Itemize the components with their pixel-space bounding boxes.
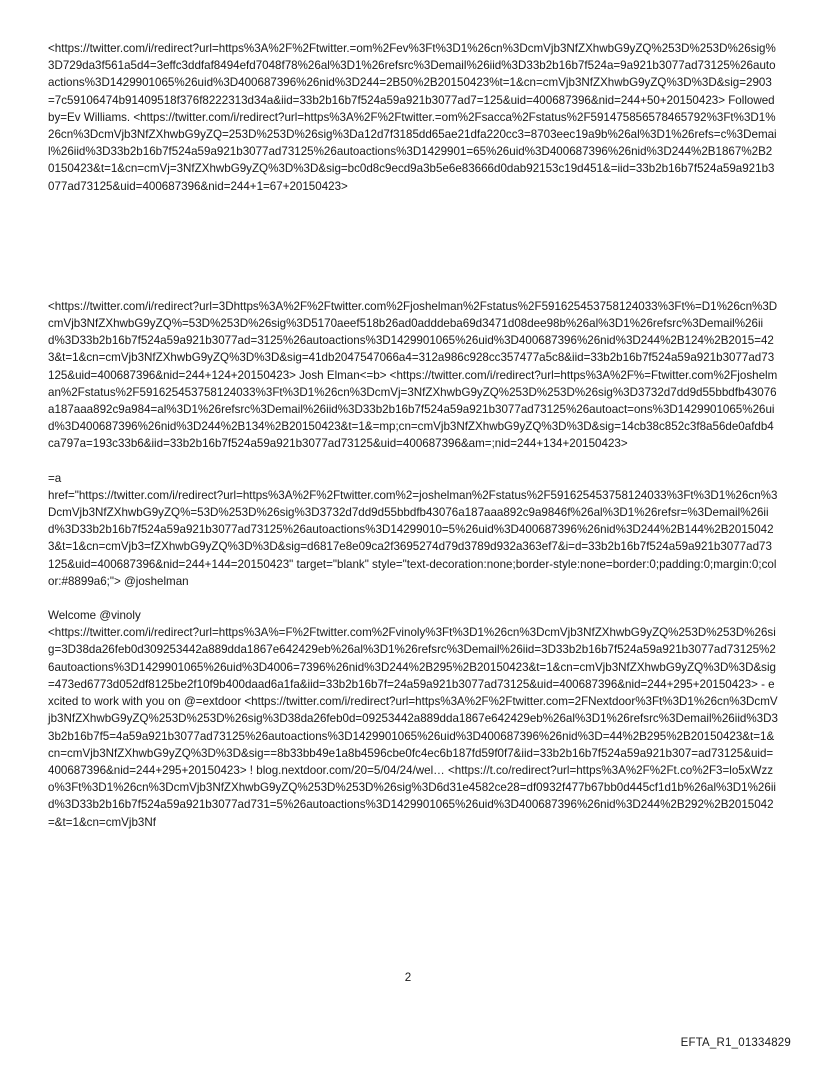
text-block-josh-elman: <https://twitter.com/i/redirect?url=3Dhttps%3A%2F%2Ftwitter.com%2Fjoshelman%2Fstatus%2F591625453758124033%3Ft%=D1%26cn%3DcmVjb3NfZXhwbG9yZQ%=53D%253D%26sig%3D5170aeef518b26ad0adddeba69d3471d08dee98b%26al%3D1%26refsrc%3Demail%26iid%3D33b2b16b7f524a59a921b3077ad=3125%26autoactions%3D1429901065%26uid%3D400687396%26nid%3D244%2B124%2B2015=423&t=1&cn=cmVjb3NfZXhwbG9yZQ%3D%3D&sig=41db2047547066a4=312a986c928cc357477a5c8&iid=33b2b16b7f524a59a921b3077ad73125&uid=400687396&nid=244+124+20150423> Josh Elman<=b> <https://twitter.com/i/redirect?url=https%3A%2F%=Ftwitter.com%2Fjoshelman%2Fstatus%2F591625453758124033%3Ft%3D1%26cn%3DcmVj=3NfZXhwbG9yZQ%253D%253D%26sig%3D3732d7dd9d55bbdfb43076a187aaa892c9a984=al%3D1%26refsrc%3Demail%26iid%3D33b2b16b7f524a59a921b3077ad73125%26autoact=ons%3D1429901065%26uid%3D400687396%26nid%3D244%2B134%2B20150423&t=1&=mp;cn=cmVjb3NfZXhwbG9yZQ%3D%3D&sig=14cb38c852c3f8a56de0afdb4ca797a=193c33b6&iid=33b2b16b7f524a59a921b3077ad73125&uid=400687396&am=;nid=244+134+20150423> [48, 299, 778, 451]
document-id: EFTA_R1_01334829 [680, 1037, 791, 1049]
text-block-joshelman-href: href="https://twitter.com/i/redirect?url=https%3A%2F%2Ftwitter.com%2=joshelman%2Fstatus%2F591625453758124033%3Ft%3D1%26cn%3DcmVjb3NfZXhwbG9yZQ%=53D%253D%26sig%3D3732d7dd9d55bbdfb43076a187aaa892c9a9846f%26al%3D1%26refsr=%3Demail%26iid%3D33b2b16b7f524a59a921b3077ad73125%26autoactions%3D14299010=5%26uid%3D400687396%26nid%3D244%2B144%2B20150423&t=1&cn=cmVjb3=fZXhwbG9yZQ%3D%3D&sig=d6817e8e09ca2f3695274d79d3789d932a363ef7&i=d=33b2b16b7f524a59a921b3077ad73125&uid=400687396&nid=244+144=20150423" target="blank" style="text-decoration:none;border-style:none=border:0;padding:0;margin:0;color:#8899a6;"> @joshelman [48, 488, 778, 588]
blank-line [48, 453, 778, 470]
blank-space [48, 195, 778, 298]
text-line-anchor-open: =a [48, 471, 62, 485]
document-body [48, 40, 778, 831]
text-block-followed-by: <https://twitter.com/i/redirect?url=https%3A%2F%2Ftwitter.=om%2Fev%3Ft%3D1%26cn%3DcmVjb3NfZXhwbG9yZQ%253D%253D%26sig%3D729da3f561a5d4=3effc3ddfaf8494efd7048f78%26al%3D1%26refsrc%3Demail%26iid%3D33b2b16b7f524a=9a921b3077ad73125%26autoactions%3D1429901065%26uid%3D400687396%26nid%3D244=2B50%2B20150423%t=1&cn=cmVjb3NfZXhwbG9yZQ%3D%3D&sig=2903=7c59106474b91409518f376f8222313d34a&iid=33b2b16b7f524a59a921b3077ad7=125&uid=400687396&nid=244+50+20150423> Followed by=Ev Williams. <https://twitter.com/i/redirect?url=https%3A%2F%2Ftwitter.=om%2Fsacca%2Fstatus%2F591475856578465792%3Ft%3D1%26cn%3DcmVjb3NfZXhwbG9yZQ=253D%253D%26sig%3Da12d7f3185dd65ae21dfa220cc3=8703eec19a9b%26al%3D1%26refs=c%3Demail%26iid%3D33b2b16b7f524a59a921b3077ad73125%26autoactions%3D1429901=65%26uid%3D400687396%26nid%3D244%2B1867%2B20150423&t=1&cn=cmVj=3NfZXhwbG9yZQ%3D%3D&sig=bc0d8c9ecd9a3b5e6e83666d0dab92153c19d451&=iid=33b2b16b7f524a59a921b3077ad73125&uid=400687396&nid=244+1=67+20150423> [48, 42, 777, 193]
page-number: 2 [404, 971, 412, 984]
text-block-nextdoor: <https://twitter.com/i/redirect?url=https%3A%=F%2Ftwitter.com%2Fvinoly%3Ft%3D1%26cn%3DcmVjb3NfZXhwbG9yZQ%253D%253D%26sig=3D38da26feb0d309253442a889dda1867e642429eb%26al%3D1%26refsrc%3Demail%26iid=3D33b2b16b7f524a59a921b3077ad73125%26autoactions%3D1429901065%26uid%3D4006=7396%26nid%3D244%2B295%2B20150423&t=1&cn=cmVjb3NfZXhwbG9yZQ%3D%3D&sig=473ed6773d052df8125be2f10f9b400daad6a1fa&iid=33b2b16b7f=24a59a921b3077ad73125&uid=400687396&nid=244+295+20150423> - excited to work with you on @=extdoor <https://twitter.com/i/redirect?url=https%3A%2F%2Ftwitter.com=2FNextdoor%3Ft%3D1%26cn%3DcmVjb3NfZXhwbG9yZQ%253D%253D%26sig%3D38da26feb0d=09253442a889dda1867e642429eb%26al%3D1%26refsrc%3Demail%26iid%3D33b2b16b7f5=4a59a921b3077ad73125%26autoactions%3D1429901065%26uid%3D400687396%26nid%3D=44%2B295%2B20150423&t=1&cn=cmVjb3NfZXhwbG9yZQ%3D%3D&sig==8b33bb49e1a8b4596cbe0fc4ec6b187fd59f0f7&iid=33b2b16b7f524a59a921b307=ad73125&uid=400687396&nid=244+295+20150423> ! blog.nextdoor.com/20=5/04/24/wel… <https://t.co/redirect?url=https%3A%2F%2Ft.co%2F3=lo5xWzzo%3Ft%3D1%26cn%3DcmVjb3NfZXhwbG9yZQ%253D%253D%26sig%3D6d31e4582ce28=df0932f477b67bb0d445cf1d1b%26al%3D1%26iid%3D33b2b16b7f524a59a921b3077ad731=5%26autoactions%3D1429901065%26uid%3D400687396%26nid%3D244%2B292%2B2015042=&t=1&cn=cmVjb3Nf [48, 626, 778, 829]
text-line-welcome: Welcome @vinoly [48, 609, 141, 623]
blank-line [48, 590, 778, 607]
